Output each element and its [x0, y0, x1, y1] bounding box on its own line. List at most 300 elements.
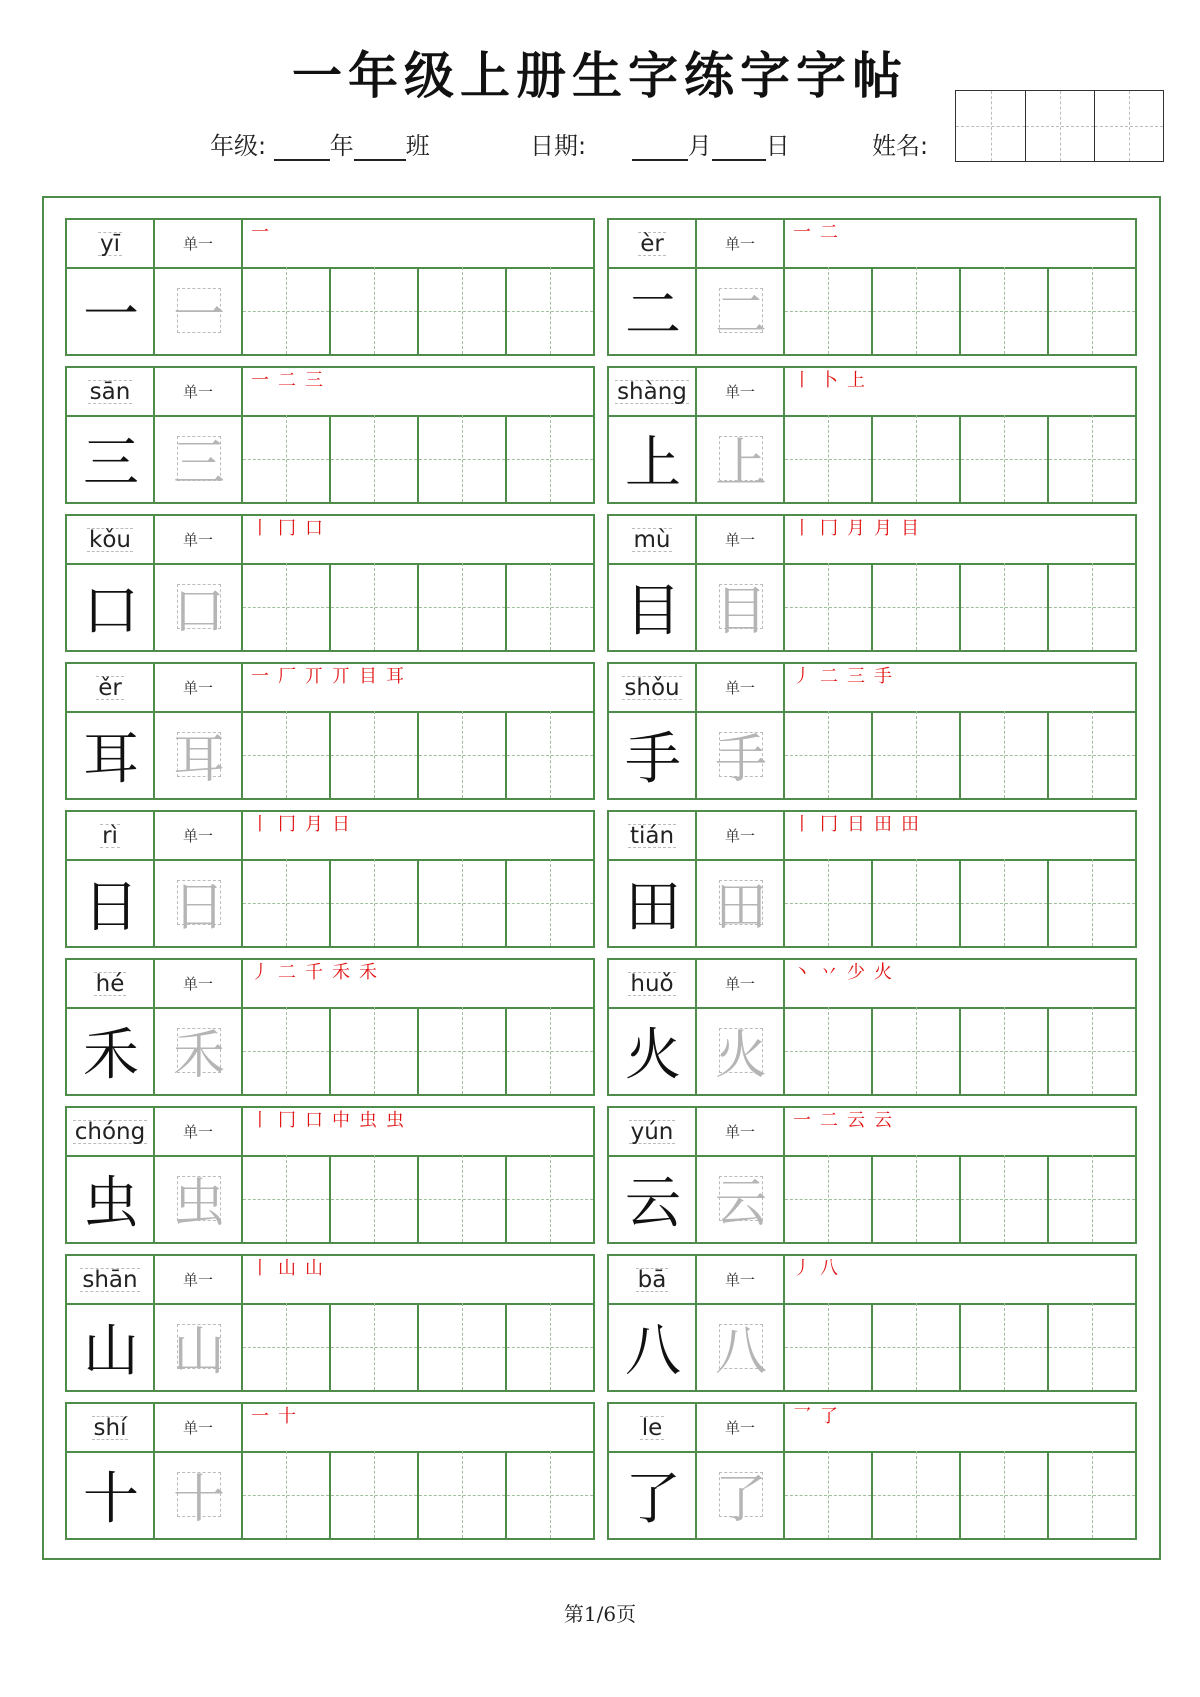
trace-char: 火	[714, 1026, 767, 1086]
stroke-step: 丨	[793, 370, 811, 391]
practice-cell[interactable]	[331, 1303, 419, 1390]
pinyin-cell	[67, 812, 155, 859]
practice-cell[interactable]	[1049, 1155, 1135, 1242]
trace-char-cell[interactable]	[697, 1155, 785, 1242]
char-card	[65, 514, 595, 652]
name-label: 姓名:	[872, 132, 929, 160]
model-char-cell	[67, 711, 155, 798]
stroke-step: 十	[278, 1406, 296, 1427]
practice-cell[interactable]	[507, 859, 593, 946]
char-card	[65, 810, 595, 948]
stroke-step: 丨	[251, 1258, 269, 1279]
practice-cell[interactable]	[785, 1303, 873, 1390]
practice-cell[interactable]	[873, 1155, 961, 1242]
trace-char: 云	[714, 1174, 767, 1234]
practice-cell[interactable]	[1049, 1303, 1135, 1390]
grade-blank[interactable]	[274, 137, 330, 161]
char-card	[607, 662, 1137, 800]
trace-char-cell[interactable]	[697, 415, 785, 502]
practice-cell[interactable]	[243, 415, 331, 502]
trace-char-cell[interactable]	[155, 711, 243, 798]
stroke-order	[793, 666, 901, 694]
card-header-row	[67, 220, 593, 269]
model-char: 日	[83, 874, 139, 940]
stroke-step: 冂	[278, 1110, 296, 1131]
model-char: 口	[83, 578, 139, 644]
model-char-cell	[67, 1007, 155, 1094]
trace-char: 田	[714, 878, 767, 938]
pinyin-text: shǒu	[624, 674, 680, 701]
practice-cell[interactable]	[331, 267, 419, 354]
trace-char: 十	[172, 1470, 225, 1530]
card-practice-row	[609, 1007, 1135, 1094]
practice-cell[interactable]	[331, 711, 419, 798]
practice-cell[interactable]	[961, 415, 1049, 502]
practice-cell[interactable]	[873, 1007, 961, 1094]
practice-cell[interactable]	[243, 563, 331, 650]
practice-cell[interactable]	[961, 563, 1049, 650]
stroke-step: 丨	[251, 1110, 269, 1131]
stroke-step: 田	[901, 814, 919, 835]
stroke-step: 田	[874, 814, 892, 835]
unit-label: 单一	[697, 812, 785, 859]
practice-cell[interactable]	[507, 563, 593, 650]
stroke-order	[251, 1110, 413, 1138]
practice-cell[interactable]	[785, 267, 873, 354]
model-char-cell	[67, 1303, 155, 1390]
month-unit: 月	[687, 132, 712, 160]
trace-char: 一	[172, 286, 225, 346]
date-field	[530, 126, 790, 158]
practice-cell[interactable]	[419, 563, 507, 650]
card-practice-row	[67, 1007, 593, 1094]
stroke-order	[793, 1406, 847, 1434]
unit-label: 单一	[155, 516, 243, 563]
stroke-step: 日	[847, 814, 865, 835]
char-card	[65, 662, 595, 800]
pinyin-cell	[67, 1256, 155, 1303]
stroke-step: 丿	[251, 962, 269, 983]
grade-label: 年级:	[210, 132, 267, 160]
practice-cell[interactable]	[1049, 859, 1135, 946]
practice-cell[interactable]	[243, 1155, 331, 1242]
card-header-row	[67, 516, 593, 565]
stroke-step: 冂	[820, 814, 838, 835]
model-char: 上	[625, 430, 681, 496]
pinyin-text: shí	[93, 1414, 127, 1441]
model-char-cell	[67, 563, 155, 650]
trace-char: 了	[714, 1470, 767, 1530]
pinyin-cell	[67, 368, 155, 415]
stroke-step: 丌	[305, 666, 323, 687]
stroke-step: 丨	[251, 814, 269, 835]
stroke-step: 丨	[793, 518, 811, 539]
model-char: 山	[83, 1318, 139, 1384]
stroke-order	[793, 962, 901, 990]
pinyin-cell	[609, 368, 697, 415]
practice-cell[interactable]	[331, 1451, 419, 1538]
trace-char: 上	[714, 434, 767, 494]
practice-cell[interactable]	[243, 1303, 331, 1390]
stroke-order	[251, 962, 386, 990]
practice-cell[interactable]	[873, 711, 961, 798]
char-card	[607, 810, 1137, 948]
unit-label: 单一	[697, 220, 785, 267]
stroke-step: 火	[874, 962, 892, 983]
model-char-cell	[609, 859, 697, 946]
practice-cell[interactable]	[785, 711, 873, 798]
name-box[interactable]	[1094, 91, 1163, 161]
card-practice-row	[67, 415, 593, 502]
grade-field	[210, 126, 430, 158]
month-blank[interactable]	[632, 137, 688, 161]
card-practice-row	[67, 711, 593, 798]
card-practice-row	[67, 563, 593, 650]
trace-char-cell[interactable]	[155, 1451, 243, 1538]
pinyin-text: rì	[102, 822, 118, 849]
stroke-order	[793, 222, 847, 250]
stroke-step: 少	[847, 962, 865, 983]
practice-cell[interactable]	[1049, 1007, 1135, 1094]
practice-cell[interactable]	[419, 1451, 507, 1538]
model-char: 三	[83, 430, 139, 496]
pinyin-cell	[609, 1108, 697, 1155]
practice-cell[interactable]	[961, 267, 1049, 354]
pinyin-text: chóng	[74, 1118, 146, 1145]
trace-char: 日	[172, 878, 225, 938]
card-header-row	[67, 1108, 593, 1157]
unit-label: 单一	[155, 220, 243, 267]
trace-char: 手	[714, 730, 767, 790]
stroke-step: 了	[820, 1406, 838, 1427]
trace-char-cell[interactable]	[697, 1007, 785, 1094]
stroke-order	[793, 518, 928, 546]
practice-cell[interactable]	[507, 1303, 593, 1390]
stroke-order	[793, 1110, 901, 1138]
stroke-step: 山	[305, 1258, 323, 1279]
char-card	[607, 514, 1137, 652]
model-char-cell	[609, 1451, 697, 1538]
stroke-step: 冂	[820, 518, 838, 539]
practice-cell[interactable]	[785, 1155, 873, 1242]
unit-label: 单一	[697, 516, 785, 563]
pinyin-cell	[609, 812, 697, 859]
practice-cell[interactable]	[1049, 711, 1135, 798]
page-number: 第1/6页	[563, 1602, 637, 1626]
practice-cell[interactable]	[873, 1303, 961, 1390]
model-char: 二	[625, 282, 681, 348]
practice-cell[interactable]	[1049, 563, 1135, 650]
practice-cell[interactable]	[331, 415, 419, 502]
practice-cell[interactable]	[507, 1451, 593, 1538]
pinyin-text: ěr	[98, 674, 122, 701]
pinyin-text: tián	[629, 822, 675, 849]
model-char: 手	[625, 726, 681, 792]
practice-cell[interactable]	[331, 563, 419, 650]
card-practice-row	[67, 1451, 593, 1538]
card-header-row	[609, 1404, 1135, 1453]
model-char: 十	[83, 1466, 139, 1532]
card-header-row	[67, 960, 593, 1009]
practice-cell[interactable]	[785, 859, 873, 946]
practice-cell[interactable]	[419, 1303, 507, 1390]
card-header-row	[609, 516, 1135, 565]
model-char-cell	[67, 267, 155, 354]
pinyin-cell	[609, 664, 697, 711]
pinyin-cell	[67, 664, 155, 711]
stroke-order	[251, 814, 359, 842]
trace-char-cell[interactable]	[155, 267, 243, 354]
card-practice-row	[609, 1451, 1135, 1538]
practice-cell[interactable]	[243, 859, 331, 946]
stroke-step: 冂	[278, 814, 296, 835]
unit-label: 单一	[697, 1404, 785, 1451]
trace-char-cell[interactable]	[155, 859, 243, 946]
model-char-cell	[67, 859, 155, 946]
stroke-order	[251, 1258, 332, 1286]
trace-char-cell[interactable]	[697, 563, 785, 650]
name-box[interactable]	[1025, 91, 1094, 161]
stroke-order	[793, 1258, 847, 1286]
pinyin-text: yún	[630, 1118, 674, 1145]
char-card	[65, 1254, 595, 1392]
card-header-row	[609, 1256, 1135, 1305]
practice-cell[interactable]	[507, 267, 593, 354]
model-char-cell	[609, 267, 697, 354]
trace-char-cell[interactable]	[155, 415, 243, 502]
model-char-cell	[609, 711, 697, 798]
trace-char: 山	[172, 1322, 225, 1382]
practice-cell[interactable]	[1049, 267, 1135, 354]
practice-cell[interactable]	[419, 1155, 507, 1242]
stroke-step: 卜	[820, 370, 838, 391]
practice-cell[interactable]	[785, 563, 873, 650]
card-practice-row	[67, 1303, 593, 1390]
card-practice-row	[609, 711, 1135, 798]
stroke-step: 一	[251, 222, 269, 243]
day-blank[interactable]	[712, 137, 766, 161]
model-char: 虫	[83, 1170, 139, 1236]
stroke-step: 二	[820, 222, 838, 243]
char-card	[65, 1106, 595, 1244]
pinyin-text: huǒ	[630, 970, 674, 997]
stroke-step: 丿	[793, 1258, 811, 1279]
stroke-step: 千	[305, 962, 323, 983]
day-unit: 日	[765, 132, 790, 160]
practice-cell[interactable]	[507, 415, 593, 502]
practice-cell[interactable]	[961, 711, 1049, 798]
pinyin-cell	[67, 220, 155, 267]
practice-cell[interactable]	[873, 415, 961, 502]
practice-cell[interactable]	[243, 1007, 331, 1094]
practice-cell[interactable]	[331, 1007, 419, 1094]
pinyin-text: sān	[89, 378, 131, 405]
char-card	[607, 958, 1137, 1096]
trace-char: 三	[172, 434, 225, 494]
practice-cell[interactable]	[243, 711, 331, 798]
stroke-step: 一	[793, 222, 811, 243]
char-card	[65, 958, 595, 1096]
trace-char-cell[interactable]	[155, 563, 243, 650]
stroke-step: 上	[847, 370, 865, 391]
practice-cell[interactable]	[331, 1155, 419, 1242]
practice-cell[interactable]	[961, 1303, 1049, 1390]
name-field	[872, 126, 928, 158]
name-box[interactable]	[956, 91, 1025, 161]
stroke-step: 月	[847, 518, 865, 539]
pinyin-cell	[67, 1404, 155, 1451]
trace-char: 禾	[172, 1026, 225, 1086]
model-char: 八	[625, 1318, 681, 1384]
stroke-step: 丶	[793, 962, 811, 983]
practice-cell[interactable]	[961, 1155, 1049, 1242]
model-char: 火	[625, 1022, 681, 1088]
practice-cell[interactable]	[419, 267, 507, 354]
practice-cell[interactable]	[243, 1451, 331, 1538]
model-char: 目	[625, 578, 681, 644]
unit-label: 单一	[155, 1404, 243, 1451]
practice-cell[interactable]	[331, 859, 419, 946]
unit-label: 单一	[697, 960, 785, 1007]
stroke-step: 一	[793, 1110, 811, 1131]
char-card	[65, 1402, 595, 1540]
card-header-row	[609, 368, 1135, 417]
unit-label: 单一	[155, 368, 243, 415]
date-label: 日期:	[530, 132, 587, 160]
model-char: 云	[625, 1170, 681, 1236]
trace-char-cell[interactable]	[155, 1155, 243, 1242]
practice-cell[interactable]	[507, 1155, 593, 1242]
unit-label: 单一	[697, 1108, 785, 1155]
trace-char: 目	[714, 582, 767, 642]
practice-cell[interactable]	[961, 1007, 1049, 1094]
practice-cell[interactable]	[873, 267, 961, 354]
stroke-order	[793, 370, 874, 398]
card-practice-row	[609, 1303, 1135, 1390]
stroke-step: 中	[332, 1110, 350, 1131]
practice-cell[interactable]	[873, 563, 961, 650]
practice-cell[interactable]	[243, 267, 331, 354]
card-practice-row	[609, 859, 1135, 946]
model-char: 田	[625, 874, 681, 940]
pinyin-text: le	[641, 1414, 663, 1441]
model-char: 禾	[83, 1022, 139, 1088]
pinyin-text: kǒu	[89, 526, 131, 553]
char-card	[607, 366, 1137, 504]
trace-char-cell[interactable]	[697, 859, 785, 946]
practice-cell[interactable]	[873, 1451, 961, 1538]
unit-label: 单一	[697, 664, 785, 711]
char-card	[65, 218, 595, 356]
grade-unit: 年	[329, 132, 354, 160]
card-header-row	[67, 1256, 593, 1305]
trace-char: 虫	[172, 1174, 225, 1234]
stroke-step: 丌	[332, 666, 350, 687]
trace-char-cell[interactable]	[155, 1303, 243, 1390]
card-practice-row	[609, 563, 1135, 650]
practice-cell[interactable]	[419, 1007, 507, 1094]
pinyin-text: shàng	[617, 378, 687, 405]
practice-cell[interactable]	[507, 1007, 593, 1094]
practice-cell[interactable]	[785, 415, 873, 502]
practice-cell[interactable]	[961, 1451, 1049, 1538]
class-unit: 班	[405, 132, 430, 160]
trace-char-cell[interactable]	[697, 1451, 785, 1538]
trace-char-cell[interactable]	[697, 267, 785, 354]
practice-cell[interactable]	[419, 415, 507, 502]
pinyin-cell	[67, 1108, 155, 1155]
trace-char: 二	[714, 286, 767, 346]
stroke-step: 日	[332, 814, 350, 835]
model-char-cell	[609, 1007, 697, 1094]
stroke-step: 丿	[793, 666, 811, 687]
model-char-cell	[609, 1155, 697, 1242]
model-char-cell	[67, 1451, 155, 1538]
practice-cell[interactable]	[507, 711, 593, 798]
stroke-step: 厂	[278, 666, 296, 687]
stroke-step: 三	[847, 666, 865, 687]
card-header-row	[609, 1108, 1135, 1157]
stroke-order	[251, 370, 332, 398]
stroke-step: 虫	[359, 1110, 377, 1131]
pinyin-text: èr	[640, 230, 664, 257]
char-card	[607, 1106, 1137, 1244]
char-card	[607, 1254, 1137, 1392]
pinyin-cell	[609, 1256, 697, 1303]
trace-char-cell[interactable]	[697, 711, 785, 798]
stroke-step: 口	[305, 518, 323, 539]
stroke-step: 一	[251, 370, 269, 391]
practice-cell[interactable]	[419, 859, 507, 946]
unit-label: 单一	[155, 812, 243, 859]
card-header-row	[609, 960, 1135, 1009]
stroke-step: 口	[305, 1110, 323, 1131]
char-card	[65, 366, 595, 504]
stroke-step: 二	[278, 370, 296, 391]
card-practice-row	[67, 1155, 593, 1242]
stroke-order	[251, 222, 278, 250]
stroke-step: 二	[278, 962, 296, 983]
model-char-cell	[67, 415, 155, 502]
pinyin-cell	[609, 1404, 697, 1451]
card-header-row	[67, 664, 593, 713]
trace-char: 八	[714, 1322, 767, 1382]
practice-cell[interactable]	[785, 1007, 873, 1094]
name-boxes[interactable]	[955, 90, 1164, 162]
trace-char-cell[interactable]	[697, 1303, 785, 1390]
stroke-step: 山	[278, 1258, 296, 1279]
model-char: 一	[83, 282, 139, 348]
trace-char: 口	[172, 582, 225, 642]
stroke-step: 二	[820, 666, 838, 687]
practice-cell[interactable]	[419, 711, 507, 798]
stroke-step: 云	[847, 1110, 865, 1131]
stroke-step: 二	[820, 1110, 838, 1131]
practice-cell[interactable]	[1049, 415, 1135, 502]
practice-cell[interactable]	[1049, 1451, 1135, 1538]
stroke-step: 丨	[793, 814, 811, 835]
practice-cell[interactable]	[873, 859, 961, 946]
practice-cell[interactable]	[961, 859, 1049, 946]
stroke-step: 月	[874, 518, 892, 539]
model-char-cell	[609, 415, 697, 502]
stroke-step: 丷	[820, 962, 838, 983]
trace-char: 耳	[172, 730, 225, 790]
class-blank[interactable]	[354, 137, 406, 161]
practice-cell[interactable]	[785, 1451, 873, 1538]
trace-char-cell[interactable]	[155, 1007, 243, 1094]
card-practice-row	[67, 859, 593, 946]
